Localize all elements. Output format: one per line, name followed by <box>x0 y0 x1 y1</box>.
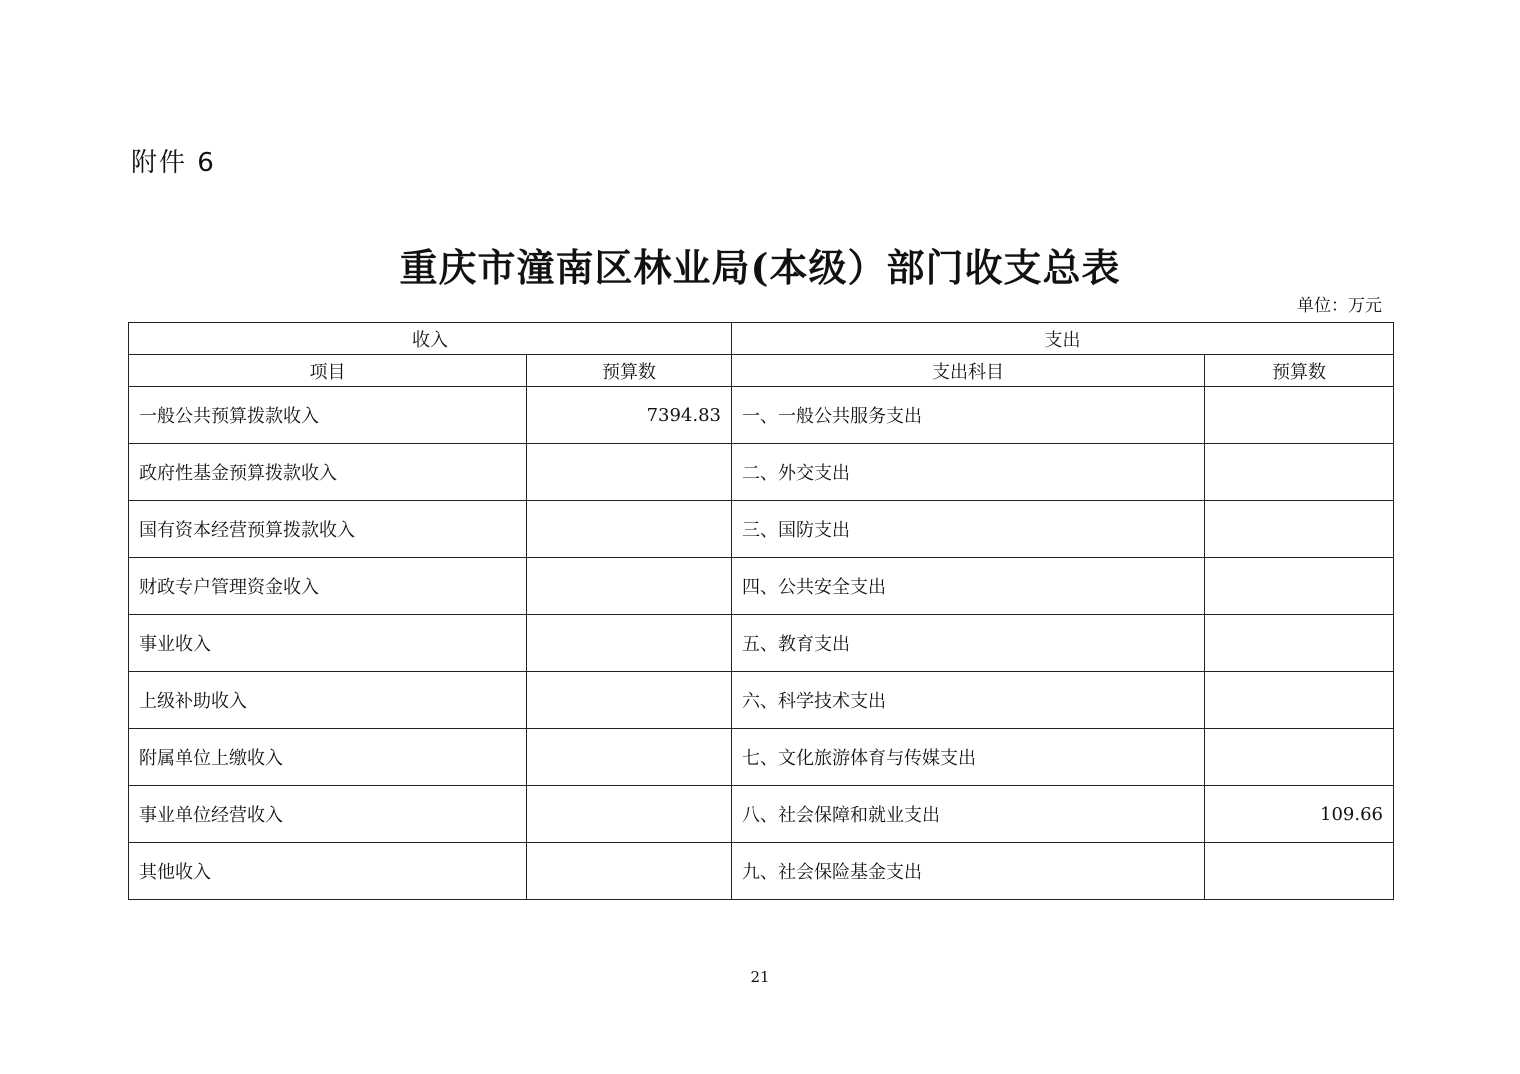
table-row <box>129 786 1394 843</box>
income-budget-cell <box>527 729 732 786</box>
income-item-cell: 其他收入 <box>129 843 527 900</box>
income-item-cell: 事业单位经营收入 <box>129 786 527 843</box>
income-item-cell: 国有资本经营预算拨款收入 <box>129 501 527 558</box>
column-header-row <box>129 355 1394 387</box>
expenditure-budget-cell <box>1205 615 1394 672</box>
table-row <box>129 501 1394 558</box>
income-item-cell: 事业收入 <box>129 615 527 672</box>
income-item-cell: 政府性基金预算拨款收入 <box>129 444 527 501</box>
expenditure-group-header: 支出 <box>732 323 1394 355</box>
expenditure-budget-cell <box>1205 558 1394 615</box>
income-budget-cell: 7394.83 <box>527 387 732 444</box>
expenditure-budget-header: 预算数 <box>1205 355 1394 387</box>
page-number: 21 <box>750 968 770 986</box>
income-budget-cell <box>527 672 732 729</box>
income-budget-cell <box>527 615 732 672</box>
expenditure-item-cell: 三、国防支出 <box>732 501 1205 558</box>
income-budget-cell <box>527 501 732 558</box>
expenditure-item-header: 支出科目 <box>732 355 1205 387</box>
table-row <box>129 558 1394 615</box>
table-row <box>129 672 1394 729</box>
expenditure-item-cell: 二、外交支出 <box>732 444 1205 501</box>
income-budget-header: 预算数 <box>527 355 732 387</box>
income-group-header: 收入 <box>129 323 732 355</box>
income-item-cell: 财政专户管理资金收入 <box>129 558 527 615</box>
income-item-cell: 一般公共预算拨款收入 <box>129 387 527 444</box>
table-row <box>129 387 1394 444</box>
expenditure-budget-cell <box>1205 387 1394 444</box>
expenditure-budget-cell <box>1205 444 1394 501</box>
income-budget-cell <box>527 843 732 900</box>
unit-label: 单位：万元 <box>1297 296 1382 316</box>
expenditure-item-cell: 七、文化旅游体育与传媒支出 <box>732 729 1205 786</box>
expenditure-item-cell: 八、社会保障和就业支出 <box>732 786 1205 843</box>
group-header-row <box>129 323 1394 355</box>
expenditure-item-cell: 一、一般公共服务支出 <box>732 387 1205 444</box>
expenditure-budget-cell <box>1205 729 1394 786</box>
expenditure-budget-cell: 109.66 <box>1205 786 1394 843</box>
expenditure-item-cell: 九、社会保险基金支出 <box>732 843 1205 900</box>
expenditure-item-cell: 五、教育支出 <box>732 615 1205 672</box>
table-row <box>129 615 1394 672</box>
expenditure-budget-cell <box>1205 843 1394 900</box>
attachment-label: 附件 6 <box>131 148 216 178</box>
income-item-header: 项目 <box>129 355 527 387</box>
document-title: 重庆市潼南区林业局(本级）部门收支总表 <box>399 245 1121 290</box>
expenditure-budget-cell <box>1205 672 1394 729</box>
table-row <box>129 843 1394 900</box>
income-item-cell: 附属单位上缴收入 <box>129 729 527 786</box>
budget-summary-table <box>128 322 1394 900</box>
expenditure-item-cell: 六、科学技术支出 <box>732 672 1205 729</box>
income-budget-cell <box>527 786 732 843</box>
income-item-cell: 上级补助收入 <box>129 672 527 729</box>
expenditure-item-cell: 四、公共安全支出 <box>732 558 1205 615</box>
income-budget-cell <box>527 558 732 615</box>
table-row <box>129 444 1394 501</box>
table-row <box>129 729 1394 786</box>
income-budget-cell <box>527 444 732 501</box>
expenditure-budget-cell <box>1205 501 1394 558</box>
